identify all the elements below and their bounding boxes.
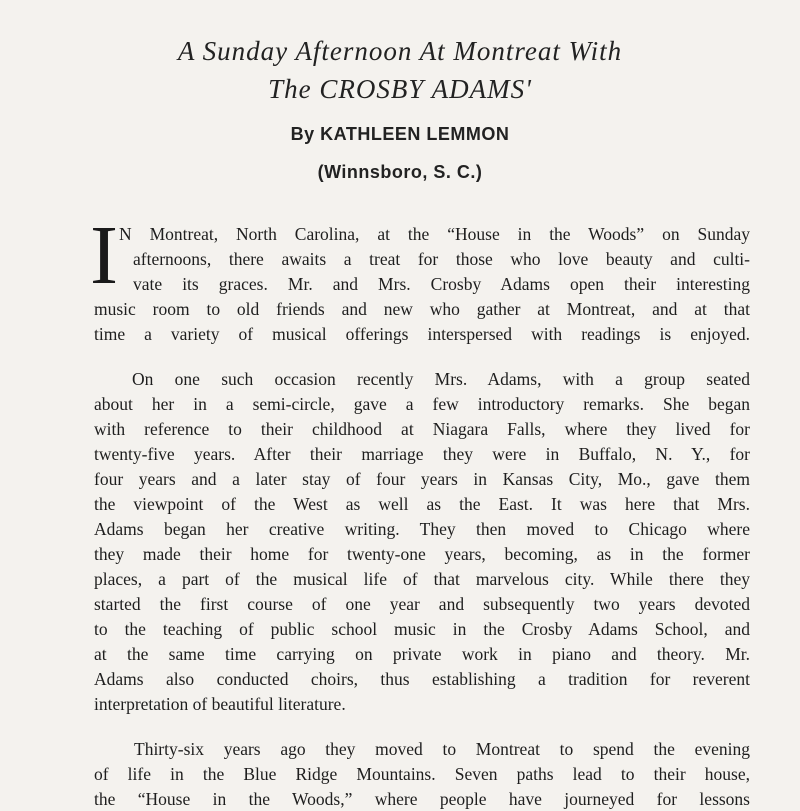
article-title-line-1: A Sunday Afternoon At Montreat With	[177, 36, 623, 66]
paragraph-line: four years and a later stay of four years in Kansas City, Mo., gave them	[94, 469, 750, 489]
paragraph-line: Adams also conducted choirs, thus establishing a tradition for reverent	[94, 669, 750, 689]
paragraph-line: at the same time carrying on private work in piano and theory. Mr.	[94, 644, 750, 664]
paragraph-line: vate its graces. Mr. and Mrs. Crosby Adams open their interesting	[133, 274, 750, 294]
paragraph-line: places, a part of the musical life of that marvelous city. While there they	[94, 569, 750, 589]
paragraph-line: afternoons, there awaits a treat for those who love beauty and culti-	[133, 249, 750, 269]
paragraph-line: twenty-five years. After their marriage they were in Buffalo, N. Y., for	[94, 444, 750, 464]
author-location: (Winnsboro, S. C.)	[317, 162, 483, 182]
paragraph-line: interpretation of beautiful literature.	[94, 694, 346, 714]
paragraph-line: Thirty-six years ago they moved to Montreat to spend the evening	[134, 739, 750, 759]
paragraph-line: Adams began her creative writing. They then moved to Chicago where	[94, 519, 750, 539]
paragraph-line: N Montreat, North Carolina, at the “House in the Woods” on Sunday	[119, 224, 750, 244]
article-title-line-2: The CROSBY ADAMS'	[268, 74, 532, 104]
paragraph-line: the viewpoint of the West as well as the East. It was here that Mrs.	[94, 494, 750, 514]
paragraph-line: music room to old friends and new who gather at Montreat, and at that	[94, 299, 750, 319]
paragraph-line: with reference to their childhood at Niagara Falls, where they lived for	[94, 419, 750, 439]
paragraph-line: they made their home for twenty-one years, becoming, as in the former	[94, 544, 750, 564]
paragraph-line: time a variety of musical offerings interspersed with readings is enjoyed.	[94, 324, 750, 344]
paragraph-line: of life in the Blue Ridge Mountains. Seven paths lead to their house,	[94, 764, 750, 784]
paragraph-line: the “House in the Woods,” where people have journeyed for lessons	[94, 789, 750, 809]
drop-cap: I	[90, 209, 118, 302]
paragraph-line: about her in a semi-circle, gave a few introductory remarks. She began	[94, 394, 750, 414]
paragraph-line: On one such occasion recently Mrs. Adams, with a group seated	[132, 369, 750, 389]
paragraph-line: started the first course of one year and subsequently two years devoted	[94, 594, 750, 614]
author-byline: By KATHLEEN LEMMON	[290, 124, 510, 144]
paragraph-line: to the teaching of public school music in the Crosby Adams School, and	[94, 619, 750, 639]
